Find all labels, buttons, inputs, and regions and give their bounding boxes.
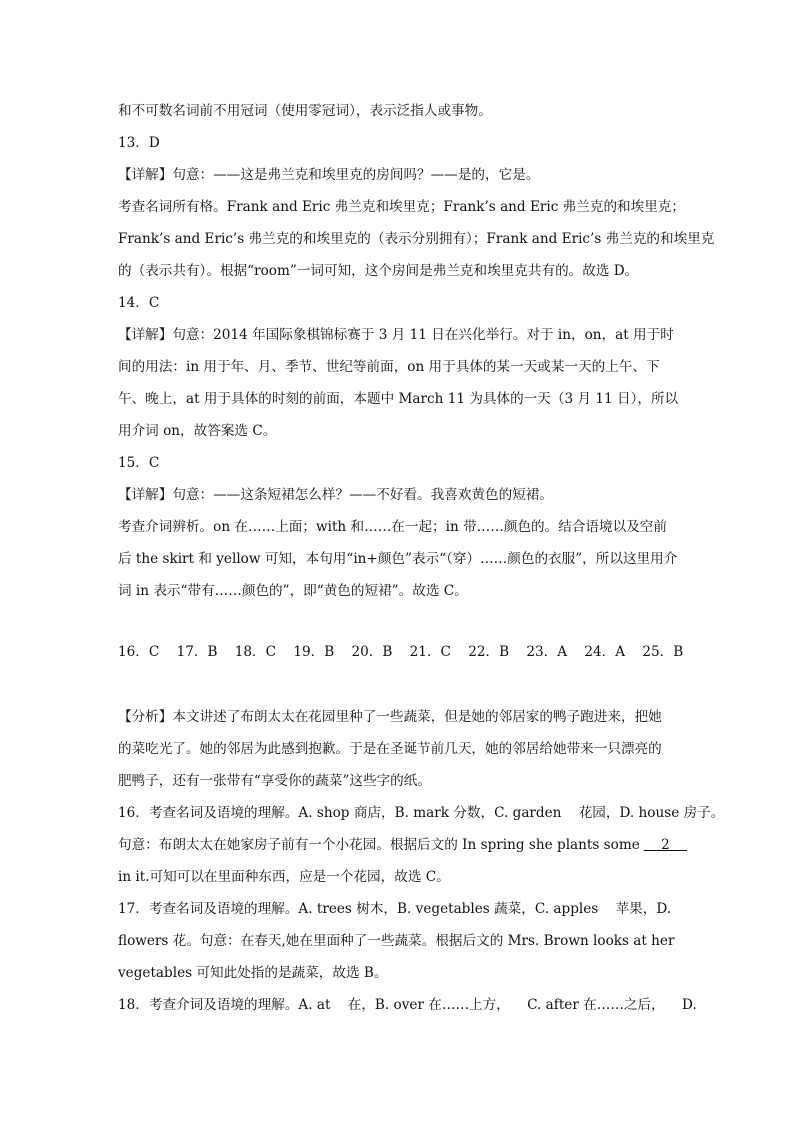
analysis-line [118,835,687,855]
text-line: 【详解】句意：——这条短裙怎么样？——不好看。我喜欢黄色的短裙。 [118,487,553,503]
text-line: 考查名词所有格。Frank and Eric 弗兰克和埃里克；Frank’s and Eric 弗兰克的和埃里克； [118,199,686,215]
answer-key: 16．C 17．B 18．C 19．B 20．B 21．C 22．B 23．A 24．A 25．B [118,644,684,660]
analysis-line: in it.可知可以在里面种东西，应是一个花园，故选 C。 [118,869,450,885]
text-line: 用介词 on，故答案选 C。 [118,423,277,439]
question-number: 15．C [118,455,160,471]
text-line: 【详解】句意：2014 年国际象棋锦标赛于 3 月 11 日在兴化举行。对于 in，on，at 用于时 [118,327,674,343]
analysis-line: 肥鸭子，还有一张带有“享受你的蔬菜”这些字的纸。 [118,773,431,789]
analysis-line: 17．考查名词及语境的理解。A. trees 树木，B. vegetables 蔬菜，C. apples 苹果，D. [118,901,672,917]
analysis-line: 【分析】本文讲述了布朗太太在花园里种了一些蔬菜，但是她的邻居家的鸭子跑进来，把她 [118,709,662,725]
fill-blank: 2 [643,837,687,853]
text-line: 的（表示共有）。根据“room”一词可知，这个房间是弗兰克和埃里克共有的。故选 D。 [118,263,639,279]
question-number: 13．D [118,135,160,151]
analysis-line: flowers 花。句意：在春天,她在里面种了一些蔬菜。根据后文的 Mrs. Brown looks at her [118,933,675,949]
text-line: 和不可数名词前不用冠词（使用零冠词），表示泛指人或事物。 [118,103,492,119]
text-line: 午、晚上，at 用于具体的时刻的前面，本题中 March 11 为具体的一天（3 月 11 日），所以 [118,391,679,407]
analysis-line: 的菜吃光了。她的邻居为此感到抱歉。于是在圣诞节前几天，她的邻居给她带来一只漂亮的 [118,741,662,757]
analysis-line: 18．考查介词及语境的理解。A. at 在，B. over 在……上方， C. after 在……之后， D. [118,997,697,1013]
text-line: 间的用法：in 用于年、月、季节、世纪等前面，on 用于具体的某一天或某一天的上午、下 [118,359,660,375]
question-number: 14．C [118,295,160,311]
analysis-text: 句意：布朗太太在她家房子前有一个小花园。根据后文的 In spring she plants some [118,837,640,853]
text-line: 考查介词辨析。on 在……上面；with 和……在一起；in 带……颜色的。结合语境以及空前 [118,519,667,535]
text-line: 【详解】句意：——这是弗兰克和埃里克的房间吗？——是的，它是。 [118,167,540,183]
text-line: 后 the skirt 和 yellow 可知，本句用“in+颜色”表示“（穿）……颜色的衣服”，所以这里用介 [118,551,678,567]
text-line: Frank’s and Eric’s 弗兰克的和埃里克的（表示分别拥有）；Frank and Eric’s 弗兰克的和埃里克 [118,231,715,247]
analysis-line: vegetables 可知此处指的是蔬菜，故选 B。 [118,965,388,981]
text-line: 词 in 表示“带有……颜色的”，即“黄色的短裙”。故选 C。 [118,583,468,599]
analysis-line: 16．考查名词及语境的理解。A. shop 商店，B. mark 分数，C. garden 花园，D. house 房子。 [118,805,725,821]
